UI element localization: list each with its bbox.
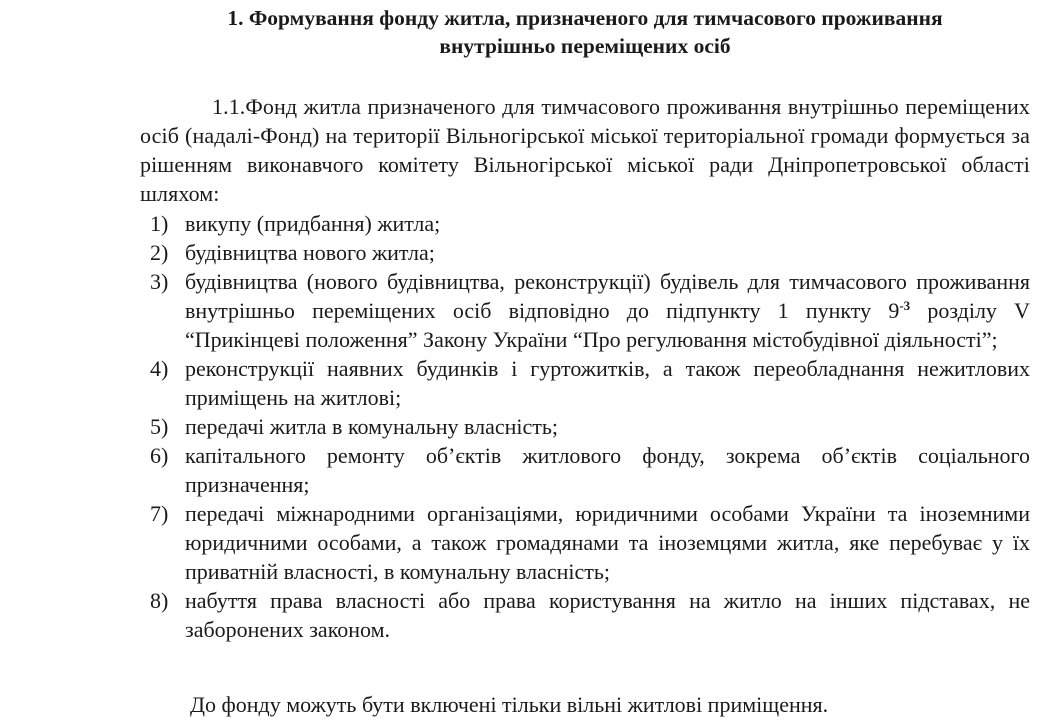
list-item-2 <box>150 238 1030 267</box>
list-text: викупу (придбання) житла; <box>185 211 441 236</box>
closing-paragraph: До фонду можуть бути включені тільки вільні житлові приміщення. <box>190 692 829 717</box>
list-item-6 <box>150 441 1030 499</box>
list-text: передачі житла в комунальну власність; <box>185 414 559 439</box>
list-number: 7) <box>150 501 169 526</box>
superscript: -3 <box>899 298 911 313</box>
list-item-8 <box>150 586 1030 644</box>
list-item-3 <box>150 267 1030 354</box>
list-text-after-sup: розділу V “Прикінцеві положення” Закону України “Про регулювання містобудівної діяльності”; <box>185 298 1031 352</box>
list-number: 6) <box>150 443 169 468</box>
list-number: 3) <box>150 269 169 294</box>
list-item-5 <box>150 412 1030 441</box>
list-number: 2) <box>150 240 169 265</box>
section-heading <box>120 4 1050 60</box>
list-item-1 <box>150 209 1030 238</box>
list-number: 1) <box>150 211 169 236</box>
list-number: 4) <box>150 356 169 381</box>
heading-line-1: 1. Формування фонду житла, призначеного для тимчасового проживання <box>227 6 943 30</box>
heading-line-2: внутрішньо переміщених осіб <box>439 34 731 58</box>
list-text: набуття права власності або права користування на житло на інших підставах, не заборонених законом. <box>185 588 1030 642</box>
list-number: 8) <box>150 588 169 613</box>
list-item-7 <box>150 499 1030 586</box>
list-text: будівництва нового житла; <box>185 240 435 265</box>
list-text: реконструкції наявних будинків і гуртожитків, а також переобладнання нежитлових приміщень на житлові; <box>185 356 1030 410</box>
intro-paragraph: 1.1.Фонд житла призначеного для тимчасового проживання внутрішньо переміщених осіб (надалі-Фонд) на території Вільногірської міської територіальної громади формується за рішенням виконавчого комітету Вільногірської міської ради Дніпропетровської області шляхом: <box>140 94 1030 206</box>
list-item-4 <box>150 354 1030 412</box>
list-text-before-sup: будівництва (нового будівництва, реконструкції) будівель для тимчасового проживання внутрішньо переміщених осіб відповідно до підпункту 1 пункту 9 <box>185 269 1030 323</box>
list-text: капітального ремонту об’єктів житлового фонду, зокрема об’єктів соціального призначення; <box>185 443 1030 497</box>
methods-list <box>150 209 1030 644</box>
list-text: передачі міжнародними організаціями, юридичними особами України та іноземними юридичними особами, а також громадянами та іноземцями житла, яке перебуває у їх приватній власності, в комунальну власність; <box>185 501 1030 584</box>
list-number: 5) <box>150 414 169 439</box>
